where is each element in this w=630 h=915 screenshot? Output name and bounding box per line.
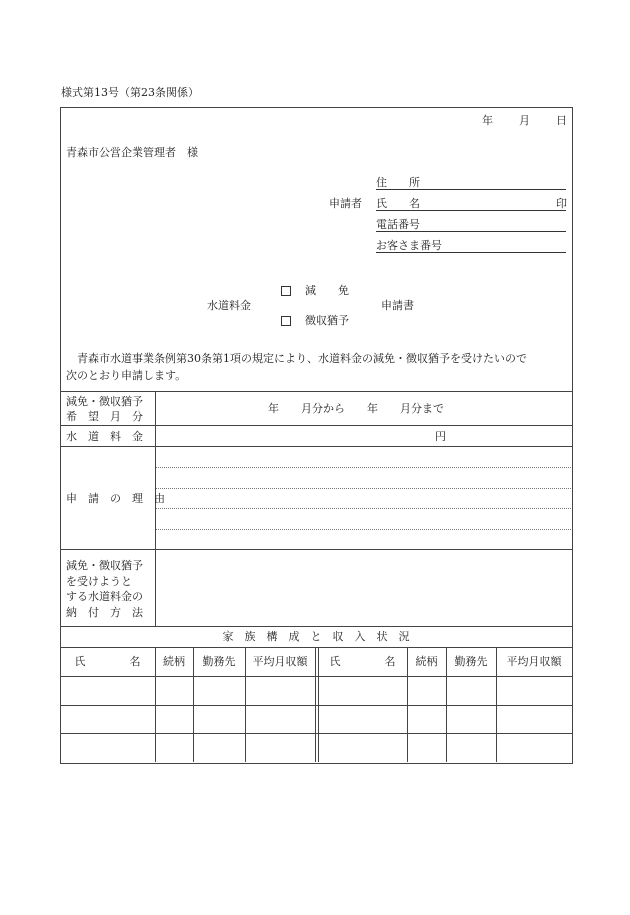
phone-label: 電話番号 — [376, 218, 420, 231]
fee-unit: 円 — [435, 430, 446, 443]
option-genmen-label: 減 免 — [305, 284, 349, 297]
form-number: 様式第13号（第23条関係） — [61, 86, 199, 99]
period-label-line1: 減免・徴収猶予 — [66, 395, 143, 408]
title-suffix: 申請書 — [381, 299, 414, 312]
family-header-income-1: 平均月収額 — [252, 655, 308, 668]
address-label: 住 所 — [376, 176, 420, 189]
phone-line[interactable] — [376, 231, 566, 232]
date-year: 年 — [482, 114, 493, 127]
option-genmen-checkbox[interactable] — [281, 286, 291, 296]
customer-number-label: お客さま番号 — [376, 239, 442, 252]
period-label-line2 — [66, 411, 148, 422]
payment-label-3: する水道料金の — [66, 590, 143, 603]
intro-line-2: 次のとおり申請します。 — [66, 369, 187, 382]
payment-label-4: 納 付 方 法 — [66, 606, 143, 619]
family-header-relation-2: 続柄 — [415, 655, 438, 668]
addressee: 青森市公営企業管理者 様 — [66, 146, 198, 159]
title-prefix: 水道料金 — [207, 299, 251, 312]
family-header-workplace-1: 勤務先 — [202, 655, 236, 668]
payment-label-1: 減免・徴収猶予 — [66, 559, 143, 572]
date-month: 月 — [519, 114, 530, 127]
rule — [60, 425, 572, 426]
intro-line-1: 青森市水道事業条例第30条第1項の規定により、水道料金の減免・徴収猶予を受けたいので — [77, 352, 527, 365]
customer-number-line[interactable] — [376, 252, 566, 253]
payment-label-2: を受けようと — [66, 575, 132, 588]
seal-mark: 印 — [556, 197, 567, 210]
reason-dotted-line[interactable] — [156, 529, 571, 530]
rule — [60, 446, 572, 447]
option-yuyo-checkbox[interactable] — [281, 316, 291, 326]
family-header-name-2: 氏 名 — [329, 655, 396, 668]
address-line[interactable] — [376, 189, 566, 190]
name-label: 氏 名 — [376, 197, 420, 210]
family-header-relation-1: 続柄 — [163, 655, 185, 668]
rule — [60, 549, 572, 550]
family-title: 家 族 構 成 と 収 入 状 況 — [222, 630, 410, 643]
reason-dotted-line[interactable] — [156, 467, 571, 468]
applicant-label: 申請者 — [329, 197, 362, 210]
date-day: 日 — [556, 114, 567, 127]
rule — [315, 647, 316, 762]
fee-label: 水 道 料 金 — [66, 430, 143, 443]
rule — [60, 391, 572, 392]
name-line[interactable] — [376, 210, 566, 211]
family-header-name-1: 氏 名 — [74, 655, 141, 668]
period-label-line2-text: 希 望 月 分 — [66, 410, 143, 423]
family-header-workplace-2: 勤務先 — [454, 655, 488, 668]
family-header-income-2: 平均月収額 — [506, 655, 562, 668]
reason-label: 申 請 の 理 由 — [66, 492, 165, 505]
reason-dotted-line[interactable] — [156, 488, 571, 489]
period-value[interactable]: 年 月分から 年 月分まで — [268, 402, 444, 415]
reason-dotted-line[interactable] — [156, 508, 571, 509]
rule — [60, 626, 572, 627]
option-yuyo-label: 徴収猶予 — [305, 314, 349, 327]
